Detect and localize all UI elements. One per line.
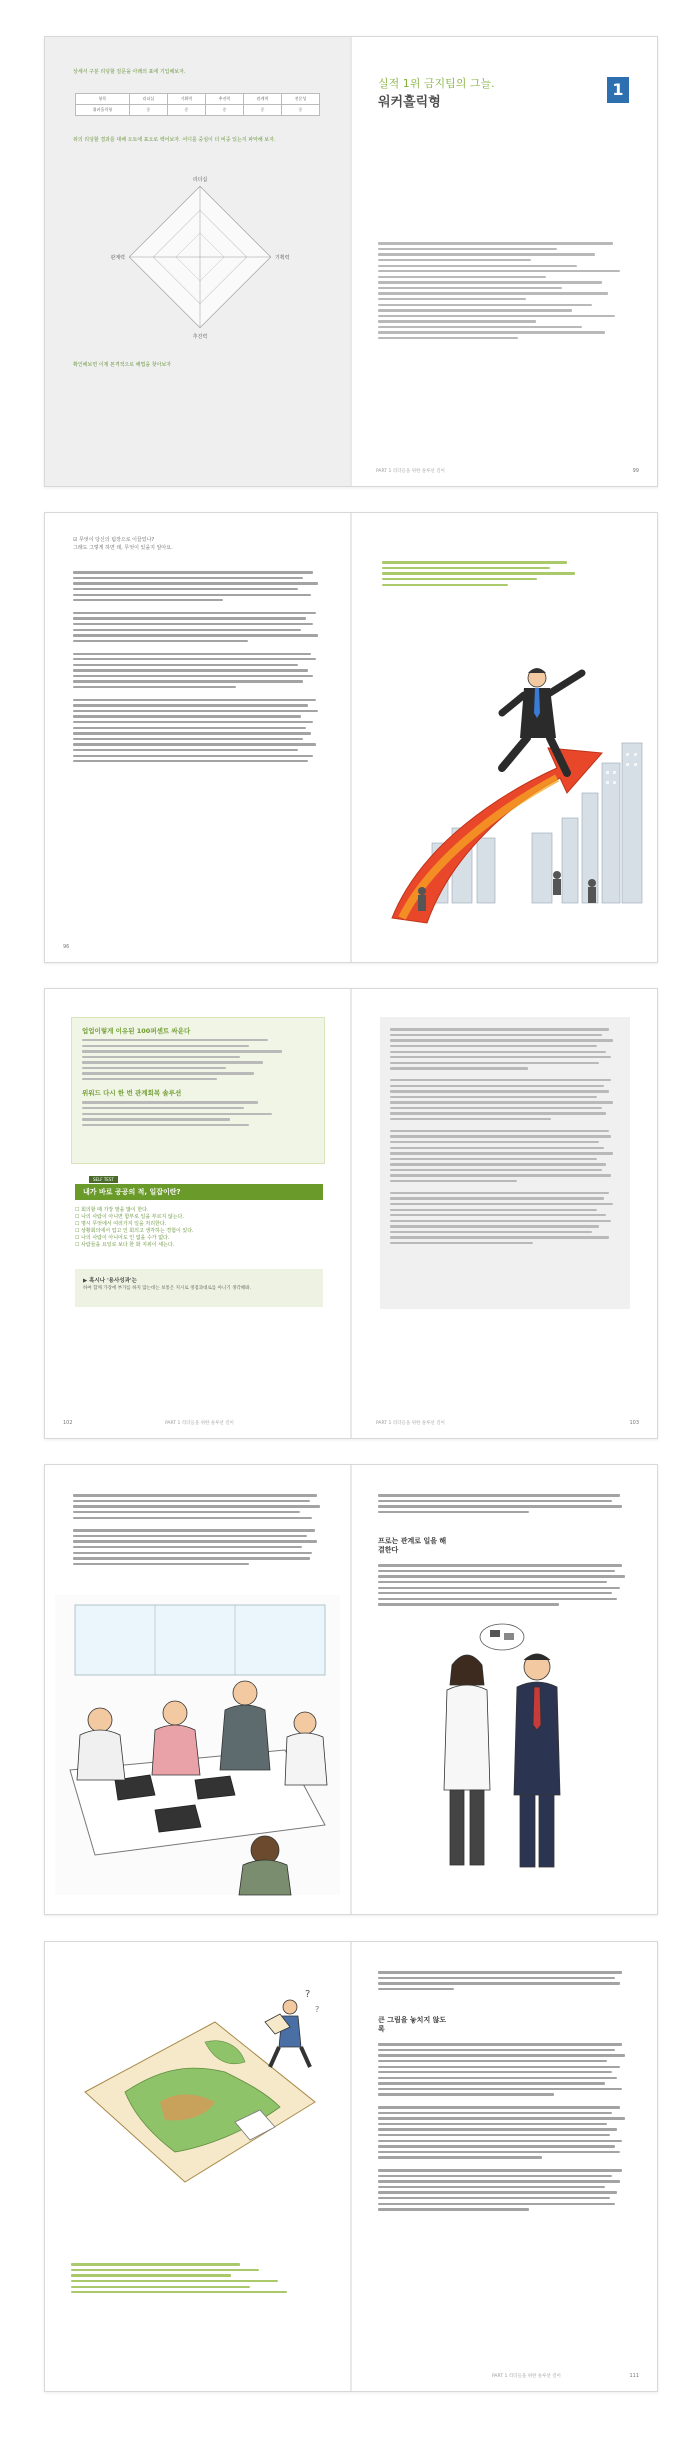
page-number: 103 bbox=[629, 1420, 639, 1426]
checklist-item: ☐ 상황회의에서 업고 인 회의고 생각하는 경험이 있다. bbox=[75, 1228, 194, 1234]
table-header-cell: 기획력 bbox=[167, 94, 205, 105]
running-footer: PART 1 리더들을 위한 솔루션 길이 bbox=[376, 1421, 445, 1426]
solution-box bbox=[71, 1017, 325, 1164]
body-text-block bbox=[73, 568, 323, 766]
tip-box bbox=[75, 1269, 323, 1307]
right-page bbox=[352, 1942, 657, 2391]
table-cell: 중 bbox=[129, 105, 167, 116]
checklist-item: ☐ 회의할 때 가장 말을 많이 한다. bbox=[75, 1207, 149, 1213]
tip-head: ▶ 혹시나 '용사성과'는 bbox=[83, 1278, 137, 1284]
section-subhead: 큰 그림을 놓치지 않도록 bbox=[378, 2016, 447, 2033]
running-footer: PART 1 리더들을 위한 솔루션 길이 bbox=[376, 469, 445, 474]
table-header-cell: 리더십 bbox=[129, 94, 167, 105]
left-page bbox=[45, 1465, 350, 1914]
illustration-map-puzzle bbox=[65, 1982, 330, 2212]
body-text-block bbox=[378, 1968, 630, 1994]
checklist-item: ☐ 사람들을 요일로 보다 한 화 지위이 세는다. bbox=[75, 1242, 175, 1248]
left-page bbox=[45, 1942, 350, 2391]
radar-chart bbox=[110, 172, 290, 342]
body-text-block bbox=[378, 2040, 630, 2214]
body-text-block bbox=[73, 1491, 325, 1568]
question-text: 위의 리딩할 결과를 대해 오토에 표오로 백어보자. 어디를 중심이 더 비중 있는지 파악해 보자. bbox=[73, 137, 276, 143]
page-number: 102 bbox=[63, 1420, 73, 1426]
section-subhead: 프로는 관계로 일을 해결한다 bbox=[378, 1537, 447, 1554]
right-page bbox=[352, 37, 657, 486]
self-test-header: 내가 바로 공공의 적, 일잡이란? bbox=[75, 1184, 323, 1200]
table-cell: 중 bbox=[281, 105, 319, 116]
footer-note: 확인해보면 이제 본격적으로 해법을 찾아보자 bbox=[73, 362, 172, 368]
table-cell: 중 bbox=[243, 105, 281, 116]
checklist bbox=[75, 1207, 325, 1249]
spread-5 bbox=[44, 1941, 658, 2392]
running-footer: PART 1 리더들을 위한 솔루션 길이 bbox=[165, 1421, 234, 1426]
spread-3 bbox=[44, 988, 658, 1439]
table-cell: 중 bbox=[205, 105, 243, 116]
right-page bbox=[352, 1465, 657, 1914]
green-caption bbox=[71, 2260, 306, 2297]
running-footer: PART 1 리더들을 위한 솔루션 길이 bbox=[492, 2374, 561, 2379]
checklist-item: ☐ 명시 무엇에서 여러가지 일을 처리한다. bbox=[75, 1221, 167, 1227]
page-number: 111 bbox=[629, 2373, 639, 2379]
spread-4 bbox=[44, 1464, 658, 1915]
checklist-item: ☐ 나의 사람이 아니어도 인 없을 수가 없다. bbox=[75, 1235, 170, 1241]
left-page bbox=[45, 37, 350, 486]
illustration-office-meeting bbox=[55, 1595, 340, 1895]
chapter-title: 실적 1위 금지팀의 그늘. bbox=[378, 77, 495, 90]
body-text-block bbox=[378, 239, 633, 343]
table-header-cell: 전문성 bbox=[281, 94, 319, 105]
radar-label: 관계력 bbox=[110, 255, 125, 261]
left-page bbox=[45, 513, 350, 962]
radar-label: 리더십 bbox=[192, 177, 208, 183]
right-page bbox=[352, 513, 657, 962]
chapter-number-badge: 1 bbox=[607, 77, 629, 103]
right-page bbox=[352, 989, 657, 1438]
checklist-item: ☐ 나의 사람이 아니면 함부로 일을 부르지 않는다. bbox=[75, 1214, 184, 1220]
intro-note: ☑ 무엇이 당신의 팀장으로 이끌었나? bbox=[73, 537, 155, 543]
radar-label: 추진력 bbox=[192, 334, 208, 340]
tip-text: 하여 함께 가장에 부가를 하지 않는데는 보통은 지시로 정점과대로를 아니기 생각해봐. bbox=[83, 1286, 251, 1291]
box-title: 업업이렇게 이유된 100퍼센트 싸운다 bbox=[82, 1027, 191, 1035]
green-caption bbox=[382, 558, 592, 589]
self-test-tag: SELF TEST bbox=[89, 1176, 118, 1183]
page-number: 99 bbox=[632, 468, 639, 474]
svg-text:?: ? bbox=[315, 2005, 320, 2014]
table-header-cell: 추진력 bbox=[205, 94, 243, 105]
left-page bbox=[45, 989, 350, 1438]
body-text-block bbox=[378, 1491, 630, 1517]
box-title: 위워드 다시 한 번 관계회복 솔루션 bbox=[82, 1089, 182, 1098]
table-header-cell: 관계력 bbox=[243, 94, 281, 105]
radar-label: 기획력 bbox=[275, 255, 290, 261]
survey-table bbox=[75, 93, 320, 116]
shaded-text-box bbox=[380, 1017, 630, 1309]
illustration-two-people-talking bbox=[412, 1615, 592, 1885]
section-heading: 상세서 구분 리딩할 질문을 아래의 표에 기입해보자. bbox=[73, 69, 186, 75]
table-header-cell: 항목 bbox=[76, 94, 130, 105]
svg-text:?: ? bbox=[305, 1989, 311, 2000]
spread-1 bbox=[44, 36, 658, 487]
body-text-block bbox=[378, 1561, 630, 1609]
table-cell: 중 bbox=[167, 105, 205, 116]
illustration-rising-arrow-businessman bbox=[352, 643, 657, 933]
chapter-subtitle: 워커홀릭형 bbox=[378, 95, 441, 110]
page-number: 96 bbox=[63, 944, 70, 950]
spread-2 bbox=[44, 512, 658, 963]
intro-note: 그래도 그렇게 하면 돼, 무엇이 있을지 알아요. bbox=[73, 545, 173, 551]
table-cell: 위커홀릭형 bbox=[76, 105, 130, 116]
